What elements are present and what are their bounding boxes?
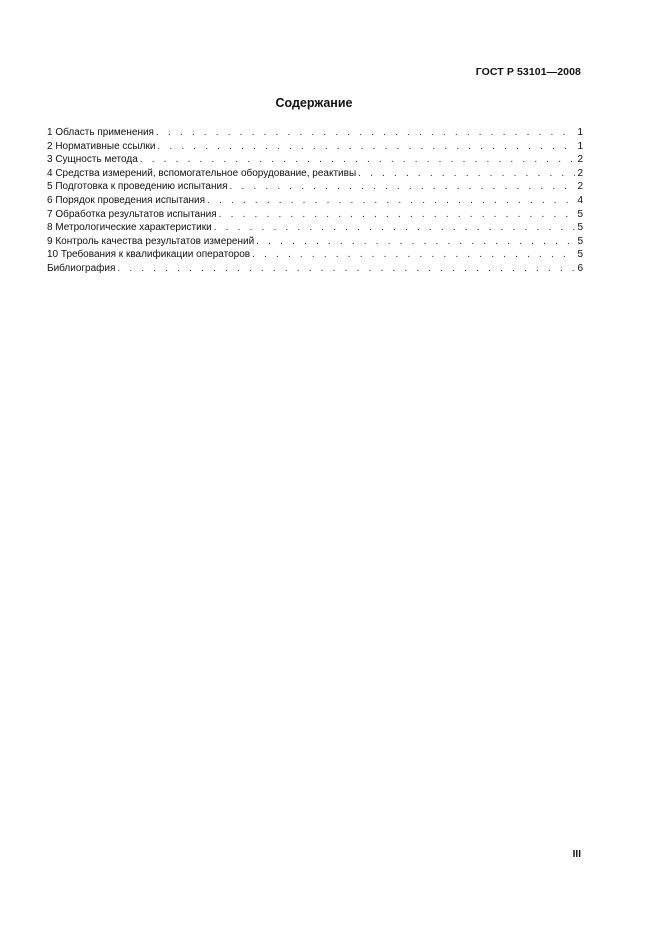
toc-entry-page: 2 [577,167,583,179]
toc-dot-leader [157,140,575,154]
toc-entry-page: 2 [577,154,583,166]
toc-entry-label: 7 Обработка результатов испытания [47,208,217,220]
toc-entry-9[interactable] [47,235,583,249]
toc-entry-page: 5 [577,222,583,234]
toc-entry-label: 2 Нормативные ссылки [47,140,156,152]
toc-dot-leader [219,208,576,222]
toc-entry-page: 2 [577,181,583,193]
toc-entry-label: 1 Область применения [47,127,154,138]
toc-entry-4[interactable] [47,167,583,181]
toc-entry-8[interactable] [47,221,583,235]
toc-title: Содержание [275,96,353,110]
toc-entry-1[interactable] [47,126,583,140]
toc-entry-page: 6 [577,262,583,274]
toc-dot-leader [207,194,575,208]
table-of-contents [47,126,583,276]
toc-entry-label: 6 Порядок проведения испытания [47,194,206,206]
toc-entry-label: 5 Подготовка к проведению испытания [47,181,228,193]
toc-entry-label: 4 Средства измерений, вспомогательное оборудование, реактивы [47,167,357,179]
toc-dot-leader [156,126,575,140]
toc-entry-page: 5 [577,235,583,247]
toc-entry-page: 5 [577,208,583,220]
toc-entry-6[interactable] [47,194,583,208]
toc-dot-leader [256,235,575,249]
toc-entry-label: 10 Требования к квалификации операторов [47,249,251,261]
toc-entry-7[interactable] [47,208,583,222]
toc-entry-bibliography[interactable] [47,262,583,276]
toc-entry-label: Библиография [47,262,116,274]
toc-entry-5[interactable] [47,180,583,194]
toc-entry-2[interactable] [47,140,583,154]
toc-entry-3[interactable] [47,153,583,167]
toc-dot-leader [117,262,575,276]
toc-entry-page: 4 [577,194,583,206]
toc-entry-label: 9 Контроль качества результатов измерений [47,235,255,247]
toc-entry-label: 8 Метрологические характеристики [47,222,212,234]
document-code: ГОСТ Р 53101—2008 [475,66,581,78]
toc-entry-page: 1 [577,140,583,152]
toc-dot-leader [214,221,576,235]
toc-entry-page: 5 [577,249,583,261]
toc-dot-leader [230,180,576,194]
toc-dot-leader [358,167,575,181]
page-number: III [572,849,581,860]
toc-entry-10[interactable] [47,248,583,262]
toc-entry-page: 1 [577,127,583,138]
toc-dot-leader [252,248,575,262]
toc-dot-leader [140,153,576,167]
toc-entry-label: 3 Сущность метода [47,154,138,166]
